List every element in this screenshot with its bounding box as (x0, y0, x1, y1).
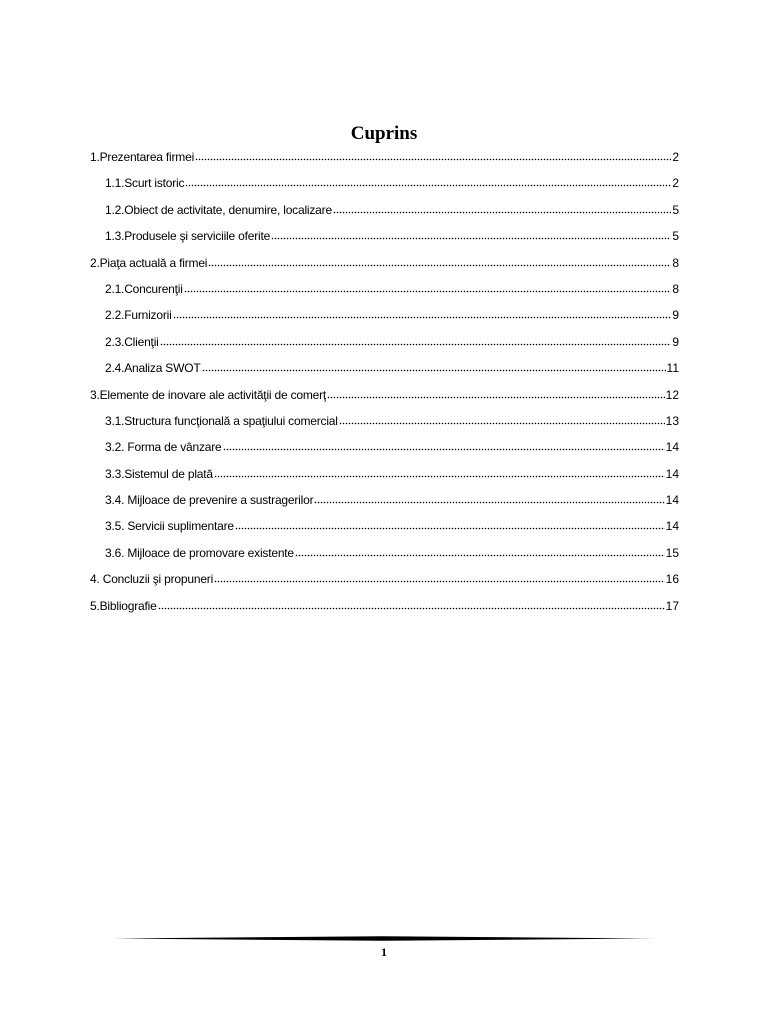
toc-entry[interactable] (90, 357, 679, 383)
toc-entry[interactable] (90, 436, 679, 462)
toc-entry-page: 15 (665, 545, 679, 560)
toc-dot-leader (185, 175, 671, 187)
toc-dot-leader (295, 545, 665, 557)
toc-dot-leader (195, 149, 671, 161)
toc-entry-label: 2.1.Concurenţii (105, 281, 183, 296)
toc-dot-leader (214, 571, 665, 583)
toc-entry-page: 5 (672, 202, 679, 217)
toc-entry-page: 14 (665, 440, 679, 455)
toc-entry[interactable] (90, 463, 679, 489)
toc-entry-label: 1.3.Produsele şi serviciile oferite (105, 229, 271, 244)
toc-dot-leader (202, 360, 666, 372)
toc-entry-label: 3.4. Mijloace de prevenire a sustragerilor (105, 493, 314, 508)
toc-dot-leader (158, 598, 665, 610)
toc-entry[interactable] (90, 384, 679, 410)
toc-entry-page: 8 (672, 281, 679, 296)
toc-entry[interactable] (90, 595, 679, 621)
toc-entry-page: 2 (672, 176, 679, 191)
toc-entry[interactable] (90, 199, 679, 225)
toc-entry-page: 16 (665, 572, 679, 587)
toc-entry-label: 2.2.Furnizorii (105, 308, 172, 323)
toc-dot-leader (314, 492, 664, 504)
toc-entry-page: 12 (665, 387, 679, 402)
toc-entry-page: 2 (672, 150, 679, 164)
toc-entry-page: 9 (672, 334, 679, 349)
toc-entry-label: 3.1.Structura funcţională a spaţiului comercial (105, 413, 338, 428)
toc-dot-leader (160, 334, 672, 346)
toc-dot-leader (223, 439, 665, 451)
toc-entry-label: 2.4.Analiza SWOT (105, 361, 201, 376)
toc-entry-label: 5.Bibliografie (90, 598, 157, 613)
toc-dot-leader (184, 281, 672, 293)
toc-entry[interactable] (90, 304, 679, 330)
toc-dot-leader (333, 202, 671, 214)
toc-entry[interactable] (90, 225, 679, 251)
toc-entry-page: 14 (665, 466, 679, 481)
toc-entry[interactable] (90, 515, 679, 541)
toc-entry-label: 3.Elemente de inovare ale activităţii de comerţ (90, 387, 327, 402)
toc-entry-label: 3.5. Servicii suplimentare (105, 519, 234, 534)
toc-entry[interactable] (90, 278, 679, 304)
toc-entry-label: 3.3.Sistemul de plată (105, 466, 213, 481)
toc-entry-label: 1.Prezentarea firmei (90, 150, 195, 164)
toc-entry-page: 5 (672, 229, 679, 244)
toc-entry[interactable] (90, 568, 679, 594)
toc-entry-page: 14 (665, 493, 679, 508)
page-title: Cuprins (350, 123, 418, 144)
toc-dot-leader (327, 387, 665, 399)
toc-entry-page: 14 (665, 519, 679, 534)
toc-entry[interactable] (90, 172, 679, 198)
toc-entry-label: 3.6. Mijloace de promovare existente (105, 545, 294, 560)
toc-entry-label: 4. Concluzii şi propuneri (90, 572, 214, 587)
toc-entry[interactable] (90, 252, 679, 278)
toc-entry[interactable] (90, 146, 679, 172)
toc-entry-page: 13 (665, 413, 679, 428)
table-of-contents (90, 146, 679, 621)
footer-divider (114, 936, 655, 941)
toc-entry-page: 8 (672, 255, 679, 270)
toc-dot-leader (214, 466, 665, 478)
toc-dot-leader (173, 307, 672, 319)
toc-dot-leader (208, 255, 671, 267)
toc-entry[interactable] (90, 489, 679, 515)
toc-dot-leader (271, 228, 671, 240)
toc-entry-label: 2.3.Clienţii (105, 334, 159, 349)
toc-entry-label: 1.1.Scurt istoric (105, 176, 185, 191)
toc-entry[interactable] (90, 410, 679, 436)
toc-entry[interactable] (90, 331, 679, 357)
page-number: 1 (381, 945, 387, 959)
toc-entry-page: 9 (672, 308, 679, 323)
toc-entry-label: 2.Piaţa actuală a firmei (90, 255, 208, 270)
toc-entry-label: 1.2.Obiect de activitate, denumire, localizare (105, 202, 332, 217)
toc-dot-leader (235, 518, 665, 530)
toc-dot-leader (339, 413, 665, 425)
toc-entry[interactable] (90, 542, 679, 568)
toc-entry-label: 3.2. Forma de vânzare (105, 440, 222, 455)
toc-entry-page: 11 (666, 361, 679, 376)
toc-entry-page: 17 (665, 598, 679, 613)
